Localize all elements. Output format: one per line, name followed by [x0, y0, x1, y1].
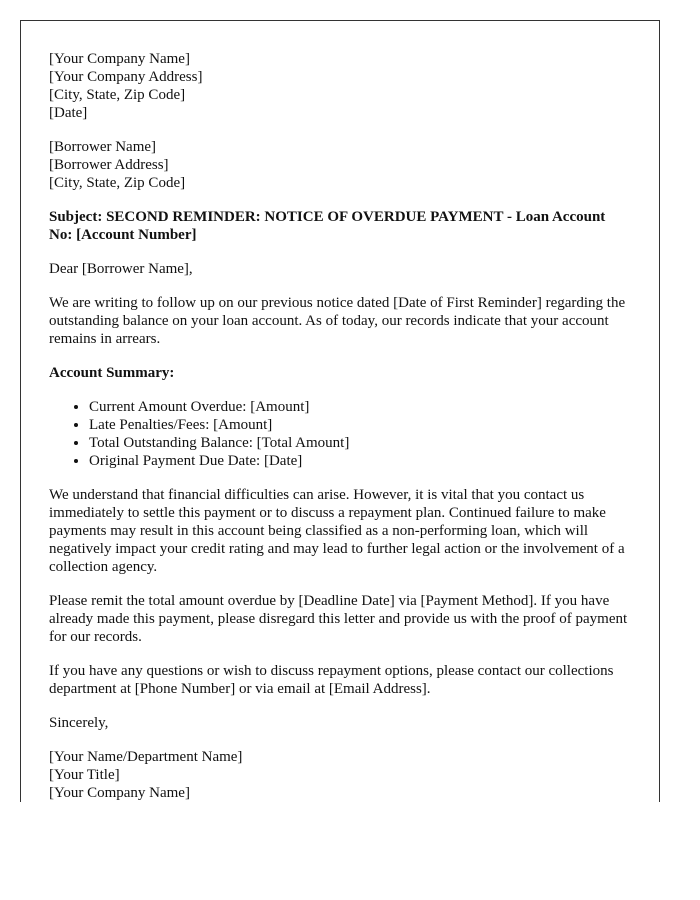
list-item: • Original Payment Due Date: [Date] [89, 452, 631, 470]
recipient-address [49, 138, 631, 192]
list-item: • Late Penalties/Fees: [Amount] [89, 416, 631, 434]
sender-company-address: [Your Company Address] [49, 69, 203, 85]
letter-content [49, 50, 631, 802]
letter-date: [Date] [49, 105, 88, 121]
closing: Sincerely, [49, 715, 109, 731]
list-item: • Total Outstanding Balance: [Total Amount] [89, 434, 631, 452]
account-summary-heading: Account Summary: [49, 365, 175, 381]
recipient-address-line: [Borrower Address] [49, 157, 169, 173]
signature-name: [Your Name/Department Name] [49, 749, 243, 765]
account-summary-list [49, 398, 631, 470]
consequences-paragraph: We understand that financial difficulties can arise. However, it is vital that you contact us immediately to settle this payment or to discuss a repayment plan. Continued failure to make payments may result in this account being classified as a non-performing loan, which will negatively impact your credit rating and may lead to further legal action or the involvement of a collection agency. [49, 487, 625, 575]
recipient-name: [Borrower Name] [49, 139, 157, 155]
signature-title: [Your Title] [49, 767, 120, 783]
recipient-city-state-zip: [City, State, Zip Code] [49, 175, 186, 191]
contact-paragraph: If you have any questions or wish to discuss repayment options, please contact our collections department at [Phone Number] or via email at [Email Address]. [49, 663, 614, 697]
signature-company: [Your Company Name] [49, 785, 190, 801]
sender-company-name: [Your Company Name] [49, 51, 190, 67]
subject-line: Subject: SECOND REMINDER: NOTICE OF OVERDUE PAYMENT - Loan Account No: [Account Number] [49, 209, 606, 243]
signature-block [49, 748, 631, 802]
sender-address [49, 50, 631, 122]
letter-page [20, 20, 660, 802]
intro-paragraph: We are writing to follow up on our previous notice dated [Date of First Reminder] regarding the outstanding balance on your loan account. As of today, our records indicate that your account remains in arrears. [49, 295, 626, 347]
list-item: • Current Amount Overdue: [Amount] [89, 398, 631, 416]
sender-city-state-zip: [City, State, Zip Code] [49, 87, 186, 103]
salutation: Dear [Borrower Name], [49, 261, 193, 277]
remit-paragraph: Please remit the total amount overdue by [Deadline Date] via [Payment Method]. If you have already made this payment, please disregard this letter and provide us with the proof of payment for our records. [49, 593, 628, 645]
